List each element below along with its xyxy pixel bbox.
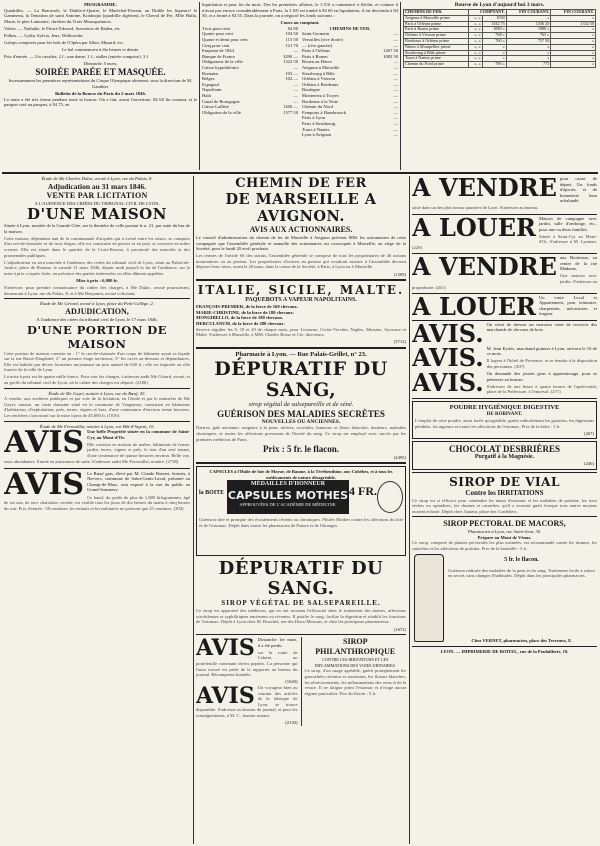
cours-row-value: 104 50 [285, 31, 298, 37]
mise-a-prix: Mise à prix : 6,000 fr. [76, 278, 118, 284]
filler-text: A vendre, aux enchères publiques et par voie de la licitation, en l'étude et par le ministère de Me Gayet, notaire, un vaste domaine situé en la commune de Vaugneray, consistant en bâtiments d'habitation, d'exploitation, prés, terres, vignes et bois, d'une contenance d'environ trente hectares. Les enchères s'ouvriront sur la mise à prix de 45,000 fr. (1016) [4, 396, 190, 418]
bourse-cell: 775 [506, 62, 551, 68]
bourse-column [403, 2, 596, 170]
programme-polkas: Polkas. — Lydia, Sylvia, Jeux, Wolkowski. [4, 32, 84, 38]
section-rule [412, 516, 597, 517]
programme-column [4, 2, 197, 170]
bourse-cell: 1332 50 [551, 21, 596, 27]
cours-row-name: Bordeaux à la Teste [302, 98, 339, 104]
ref-number: (4495) [393, 454, 406, 460]
bourse-cell: » [506, 56, 551, 62]
bourse-cell: Paris à Orléans prime [404, 21, 469, 27]
cours-row-name: Espagnol [202, 81, 220, 87]
filler-text: Les termes de l'article 66 des statuts, l'assemblée générale se compose de tous les propriétaires de 40 actions nominatives ou au porteur. Les propriétaires d'actions au porteur qui voudront assister à l'assemblée devront déposer leurs titres, avant le 20 mars, dans la caisse de la Société, à Paris, à Lyon ou à Marseille. [196, 253, 406, 270]
avis1-text: On vient de dresser un nouveau vient de recevoir des marchands de chevaux de bois. [486, 321, 597, 333]
avis-maison-text: Une belle Propriété située en la commune de Saint-Cyr, au Mont-d'Or. [87, 429, 190, 440]
filler-text: S'adresser, pour prendre connaissance du cahier des charges, à Me Dulac, avoué poursuivant, demeurant à Lyon, rue du Palais, 8, et à Me Benjamin, avoué colicitant. [4, 285, 190, 296]
bourse-header: FIN COURANT. [551, 10, 596, 16]
ref-number: (246) [584, 460, 594, 466]
chocolat-heading: CHOCOLAT DESBRIÈRES [449, 444, 560, 455]
bourse-cell: Tours à Nantes prime [404, 56, 469, 62]
right-classifieds [412, 176, 597, 844]
cours-row-name: Chemin du Nord [302, 104, 333, 110]
ship-4: HERCULANUM, de la force de 280 chevaux. [196, 320, 285, 326]
sirop-pectoral-heading: SIROP PECTORAL DE MACORS, [443, 519, 566, 529]
avis-heading: AVIS [196, 684, 255, 709]
section-rule [4, 388, 190, 389]
cours-row-name: Canal de Bourgogne [202, 98, 240, 104]
section-rule [4, 298, 190, 299]
cours-row-value: — [393, 120, 398, 126]
bourse-cell: » [551, 38, 596, 44]
bourse-cell: 760 » [482, 38, 506, 44]
cours-row-name: Rouen au Havre [302, 59, 332, 65]
vernet-address: Chez VERNET, pharmacien, place des Terreaux, 8. [471, 638, 572, 644]
section-rule [4, 468, 190, 469]
section-rule [412, 398, 597, 399]
cours-row-name: Montereau à Troyes [302, 93, 339, 98]
cours-row-name: Trois pour cent [202, 25, 230, 31]
dune-portion-heading: D'UNE PORTION DE MAISON [26, 322, 168, 351]
filler-text: Une maison avec jardin. S'adresser au propriétaire. (261) [412, 273, 597, 290]
bourse-header: FIN COURANT. [506, 10, 551, 16]
cours-row-name: Tours à Nantes [302, 126, 330, 132]
pectoral-sub: Pharmacien à Lyon, rue Saint-Jean, 30. [467, 529, 542, 535]
ref-number: (5712) [393, 339, 406, 345]
cours-row-value: — [293, 48, 298, 54]
contre-irritations: Contre les IRRITATIONS [465, 488, 544, 497]
bourse-cell: », » [469, 44, 482, 50]
filler-text: Ce sirop est si efficace pour combattre les maux d'estomac et les maladies de poitrine, les toux sèches ou opiniâtres, les rhumes et catarrhes, qu'il a souvent guéri lorsque tous autres moyens avaient échoué. Dépôt chez l'auteur, place des Cordeliers. [412, 497, 597, 514]
bourse-cell: » [551, 27, 596, 33]
bourse-cell: », » [469, 27, 482, 33]
cours-row-value: — [393, 87, 398, 93]
cours-row-name: Emprunt de 1844 [202, 48, 234, 54]
cours-row-value: 1377 50 [283, 109, 298, 115]
bourse-cell: » [551, 56, 596, 62]
cours-row-name: Haïti [202, 93, 212, 98]
filler-text: Ce sirop, d'un usage agréable, guérit promptement les gonorrhées récentes et anciennes, les flueurs blanches, les rétrécissements, les inflammations des reins et de la vessie. Il ne fatigue point l'estomac et n'exige aucun régime particulier. Prix du flacon : 5 fr. [304, 668, 406, 696]
paquebots-heading: PAQUEBOTS A VAPEUR NAPOLITAINS. [245, 297, 357, 304]
cours-row-value: 1200 — [283, 104, 298, 110]
bourse-cell: » [551, 50, 596, 56]
avis-heading: AVIS [4, 470, 85, 502]
bourse-cell: 768 » [482, 33, 506, 39]
capsules-ad [196, 466, 406, 556]
prix-flacon: Prix : 5 fr. le flacon. [263, 443, 339, 454]
cours-row-value: 1267 50 [383, 48, 398, 54]
cours-row-value: — [393, 76, 398, 82]
cours-row-name: Orléans à Vierzon [302, 76, 336, 82]
cours-row-name: Paris à Rouen [302, 53, 328, 59]
avis-actionnaires-text: Le conseil d'administration du chemin de fer de Marseille à Avignon prévient MM. les actionnaires de cette compagnie que l'assemblée générale et annuelle des actionnaires est convoquée à Marseille, au siège de la Société, pour le lundi 20 avril prochain. [196, 235, 406, 252]
cours-row-value: — [393, 81, 398, 87]
column-divider [301, 637, 302, 725]
ref-number: (1209) [393, 271, 406, 277]
bourse-header: CHEMINS DE FER. [404, 10, 469, 16]
bourse-title: Bourse de Lyon d'aujourd'hui 3 mars. [454, 2, 545, 8]
bourse-cell: », » [469, 15, 482, 21]
section-rule [196, 634, 406, 635]
bourse-cell: », » [469, 62, 482, 68]
filler-text: Cette maison, dépendant tant de la communauté d'acquêts qui a existé entre les sieurs, se compose d'un rez-de-chaussée et de trois étages; elle est construite en pierres et en pisé, et couverte en tuiles creuses. Elle est située dans le quartier de la Croix-Rousse, à proximité des marchés et des promenades publiques. [4, 235, 190, 258]
vendre1-text: pour cause de départ. Un fonds d'épicier, et de bonneterie bien achalandé. [559, 176, 597, 204]
chemins-list [302, 31, 398, 137]
bourse-cell: Chemin du Nord prime [404, 62, 469, 68]
ship-3: MONGIBELLO, de la force de 180 chevaux. [196, 315, 284, 321]
bourse-cell: » [551, 15, 596, 21]
ref-number: (1672) [393, 626, 406, 632]
programme-price: Prix d'entrée. — Un cavalier, 2 f.; une dame, 1 f.; stalles (entrée comprise), 3 f. [4, 54, 150, 60]
cours-row-value: — [393, 70, 398, 76]
section-rule [196, 462, 406, 464]
cours-row-name: Orléans à Bordeaux [302, 81, 339, 87]
bourse-cell: 1080 » [506, 27, 551, 33]
filler-text: Un voyageur bien au courant des articles de la fabrique de Lyon, se trouve disponible. S'adresser au bureau du journal, et pour les renseignements, à M. C., bureau restant. [196, 684, 298, 718]
programme-galops: Galops composés pour les bals de l'Opéra par Alber, Musard, etc. [4, 40, 124, 46]
bourse-cell: Nîmes à Montpellier prime [404, 44, 469, 50]
cours-row-name: Obligation de la ville [202, 109, 241, 115]
avis-heading: AVIS. [412, 345, 484, 372]
column-divider [409, 176, 410, 844]
filler-text: L'emploi de cette poudre, aussi facile qu'agréable, guérit radicalement les gastrites, les digestions pénibles, les aigreurs et toutes les affections de l'estomac. Prix de la boîte : 3 fr. [415, 418, 594, 429]
cours-row-value: — [393, 59, 398, 65]
section-rule [412, 320, 597, 321]
bulletin-text: La rente a été très ferme pendant toute la bourse. On a fait, avant l'ouverture, 84 60 fin courant, et le parquet coté au parquet, à 84 75, en [4, 96, 197, 108]
filler-text: La mise à prix est de quatre mille francs. Pour voir les charges, s'adresser audit Me Gérard, avoué, et au greffe du tribunal civil de Lyon, où le cahier des charges est déposé. (2186) [4, 374, 190, 385]
bourse-cell: » [482, 44, 506, 50]
cours-list [202, 26, 298, 138]
cours-row-value: — [293, 65, 298, 71]
cours-column [202, 2, 398, 170]
cours-row-name: Avignon à Marseille [302, 65, 340, 71]
sirop2-heading: SIROP VÉGÉTAL DE SALSEPAREILLE. [221, 599, 381, 608]
filler-text: Service régulier les 9, 19 et 29 de chaque mois, pour Livourne, Civita-Vecchia, Naples, Messine, Syracuse et Malte. S'adresser à Marseille, à MM. Charles Rosse et Cie, directeurs. [196, 326, 406, 338]
cours-row-value: — [393, 37, 398, 43]
column-divider [193, 176, 194, 844]
etude-4: Étude de Me Ferrouillat, notaire à Lyon, rue Bât-d'Argent, 10. [39, 423, 155, 429]
cours-row-value: — [393, 93, 398, 98]
bourse-cell: » [551, 62, 596, 68]
depuratif-heading: DÉPURATIF DU SANG, [214, 357, 388, 401]
vendre-heading: A VENDRE [412, 176, 557, 202]
cinq-fr: 5 fr. le flacon. [504, 556, 539, 563]
bourse-cell: 1332 75 [482, 21, 506, 27]
cours-row-name: Paris à Orléans [302, 48, 330, 54]
cours-row-name: — (rive gauche) [302, 42, 333, 48]
avis-heading: AVIS [196, 637, 255, 662]
bourse-header: COMPTANT. [469, 10, 506, 16]
vendre2-text: aux Brotteaux, au centre de la rue Madame. [559, 255, 597, 272]
programme-valses: Valses. — Nathalie, le Prince Edward, Souvenirs de Baden, etc. [4, 25, 122, 31]
etude-2: Étude de Me Gérard, avoué à Lyon, place du Petit-Collège, 2. [40, 301, 154, 307]
cours-row-value: — [293, 81, 298, 87]
cours-row-name: Romains [202, 70, 219, 76]
soiree-heading: SOIRÉE PARÉE ET MASQUÉE. [35, 66, 166, 77]
ship-1: FRANÇOIS-PREMIER, de la force de 160 chevaux. [196, 304, 298, 310]
bourse-row [404, 62, 596, 68]
vente-sub: A L'AUDIENCE DES CRIÉES DU TRIBUNAL CIVIL DE LYON, [34, 200, 160, 206]
bourse-cell: », » [469, 38, 482, 44]
cours-row-value: 3290 — [283, 53, 298, 59]
bourse-cell: » [506, 44, 551, 50]
cours-row-name: Quatre pour cent [202, 31, 233, 37]
section-rule [196, 347, 406, 349]
bourse-cell: », » [469, 33, 482, 39]
column-divider [199, 2, 200, 170]
cours-row-value: — [393, 98, 398, 104]
bourse-cell: 1336 25 [506, 21, 551, 27]
section-rule [412, 472, 597, 473]
programme-title: PROGRAMME. [84, 2, 117, 7]
medailles-text: MÉDAILLES D'HONNEUR [250, 481, 326, 488]
adjudication-date: Adjudication au 31 mars 1846. [47, 181, 147, 191]
cours-row-name: Banque de France [202, 53, 236, 59]
guerison-heading: GUÉRISON DES MALADIES SECRÈTES [217, 408, 385, 419]
filler-text: Ce bœuf, du poids de plus de 1,800 kilogrammes, âgé de six ans, de race charolaise croisée, est visible tous les jours de dix heures du matin à cinq heures du soir. Prix d'entrée : 50 centimes; les enfants et les militaires ne paieront que 25 centimes. (303) [4, 494, 190, 511]
section-rule [4, 421, 190, 422]
left-classifieds [4, 176, 190, 844]
chemin-de-fer-heading: CHEMIN DE FER [235, 176, 367, 191]
sirop-subtitle: sirop végétal de salsepareille et de séné. [248, 400, 354, 408]
cours-row [302, 132, 398, 138]
quatre-fr: 4 FR. [349, 484, 377, 499]
bourse-cell: 765 » [506, 33, 551, 39]
avis2-text: M. Jean Eyriès, marchand grainier à Lyon, arrivera le 10 de ce mois. [486, 345, 597, 357]
bourse-cell: », » [469, 21, 482, 27]
vente-title: VENTE PAR LICITATION [46, 190, 148, 200]
cours-row-name: Paris à Strasbourg [302, 120, 336, 126]
section-rule [412, 293, 597, 294]
cours-row-value: — [293, 93, 298, 98]
filler-text: Ce sirop est approuvé des médecins, qui en ont reconnu l'efficacité dans le traitement des dartres, affections scrofuleuses et syphilitiques anciennes ou récentes. Il purifie le sang, facilite la digestion et rétablit les fonctions de l'estomac. Dépôt à Lyon chez M. Bouchet, rue des Deux-Maisons, et chez les principaux pharmaciens. [196, 608, 406, 625]
ref-number: (2130) [285, 719, 298, 725]
cours-row-name: Belges [202, 76, 215, 82]
cours-row-name: Lyon à Avignon [302, 132, 332, 138]
cours-row-value: — [393, 115, 398, 121]
sirop-phil-sub: CONTRE LES IRRITATIONS ET LES INFLAMMATIONS DES VOIES URINAIRES. [314, 657, 396, 668]
section-rule [412, 253, 597, 254]
chemins-title: CHEMINS DE FER. [329, 25, 371, 31]
bourse-cell: 1030 [482, 15, 506, 21]
flacon-ad [412, 554, 597, 644]
bourse-cell: » [482, 56, 506, 62]
bourse-cell: » [506, 50, 551, 56]
programme-start: Le bal commencera à dix heures et demie. [61, 47, 140, 53]
louer-heading: A LOUER [412, 294, 536, 319]
poudre-sub: DE ROBIVANT. [486, 412, 523, 418]
filler-text: Guérison radicale des maladies de la peau et du sang. Traitement facile à suivre en secret, sans changer d'habitudes. Dépôt dans les principales pharmacies. [448, 567, 595, 579]
cours-row-value: — [293, 87, 298, 93]
poudre-ad [412, 401, 597, 439]
avis-actionnaires-heading: AVIS AUX ACTIONNAIRES. [249, 225, 353, 234]
capsules-mothes-text: CAPSULES MOTHES [227, 489, 349, 503]
vendre-heading: A VENDRE [412, 255, 557, 282]
louer1-text: Maison de campagne avec jardin, salle d'ombrage, etc., pour une ou deux familles. [538, 215, 597, 232]
nouvelles-heading: NOUVELLES OU ANCIENNES. [261, 418, 341, 425]
bourse-cell: » [551, 33, 596, 39]
dimanche-perdu: Dimanche 1er mars, il a été perdu [257, 637, 298, 648]
cours-row-value: — [393, 126, 398, 132]
bourse-cell: », » [469, 56, 482, 62]
cours-row-name: Caisse hypothécaire [202, 65, 239, 71]
filler-text: Il logera à l'hôtel de Provence, et se tiendra à la disposition des personnes. (307) [486, 358, 597, 369]
bourse-cell: Avignon à Marseille prime [404, 15, 469, 21]
approuvees-text: APPROUVÉES DE L'ACADÉMIE DE MÉDECINE. [239, 502, 337, 508]
sirop-vial-heading: SIROP DE VIAL [449, 474, 560, 489]
bourse-cell: Bordeaux à Orléans prime [404, 38, 469, 44]
filler-text: Guérison sûre et prompte des écoulements récents ou chroniques. Pilules Mothes contre les affections du foie et de l'estomac. Dépôt dans toutes les pharmacies de France et de l'étranger. [199, 517, 403, 528]
capsules-head: CAPSULES à l'Huile de foie de Morue, de Baume, à la Térébenthine, aux Cubèbes, et à tous les médicaments de nature désagréable. [209, 469, 393, 480]
cirque-text: Incessamment les premières représentations du Cirque Olympique alternent, sous la direction de M. Gauthier. [8, 77, 193, 89]
sirop-phil-heading: SIROP PHILANTHROPIQUE [315, 637, 396, 657]
cours-row-value: — [393, 109, 398, 115]
cours-row-name: Paris à Lyon [302, 115, 325, 121]
purgatif-heading: Purgatif à la Magnésie. [474, 454, 535, 461]
bulletin-title: Bulletin de la Bourse du Paris du 2 mars 1846. [55, 91, 146, 97]
cours-row-value: 102 — [285, 76, 298, 82]
cours-row-name: Fampoux à Hazebrouck [302, 109, 346, 115]
cours-row-name: Caisse Laffitte [202, 104, 229, 110]
column-divider [400, 2, 401, 170]
louer-heading: A LOUER [412, 215, 536, 242]
cours-row-name: Versailles (rive droite) [302, 37, 344, 43]
section-rule [412, 646, 597, 647]
cours-row-name: Saint-Germain [302, 31, 330, 37]
cours-row-value: — [293, 98, 298, 104]
capsules-banner [227, 480, 349, 514]
ship-2: MARIE-CHRISTINE, de la force de 180 chevaux. [196, 309, 294, 315]
bourse-cell: », » [469, 50, 482, 56]
chocolat-ad [412, 441, 597, 469]
ref-number: (1620) [285, 679, 298, 685]
programme-text: Quadrilles. — La Barcarole, le Diable-à-Quatre, le Maréchal-Ferrant, au Diable les liqueurs! le Gamineau, la Tentation de saint Antoine, Kradoujia (quadrille algérien), le Cheval de Fer, Mlle Hulla, Marie, le père Lamontre, chrétien du Trois-Mousquetaires. [4, 7, 197, 24]
louer2-text: Un vaste Local et Appartement, pour teinturier, charpentier, mécanicien et forgeur. [538, 294, 597, 317]
cours-row-value: 121 70 [285, 42, 298, 48]
bourse-cell: » [551, 44, 596, 50]
cours-title: Cours au comptant. [280, 20, 320, 26]
center-classifieds [196, 176, 406, 844]
top-rule [2, 172, 598, 174]
filler-text: Cette portion de maison consiste en : 1° le rez-de-chaussée d'un corps de bâtiment ayant sa façade sur la rue Basse-Dauphiné; 2° un premier étage au-dessus; 3° les caves au-dessous et dépendances. Elle est habitée par divers locataires moyennant un prix annuel de 620 fr.; elle est imposée au rôle foncier de la ville de Lyon. [4, 350, 190, 373]
avis-boeuf-text: Le Bœuf gras, élevé par M. Claude Bonnet, fermier, à Nervers, commune de Saint-Genis-Laval, présenté au Champ-de-Mars, sera exposé à la vue du public au Grand-Sommery. [87, 470, 190, 493]
etude-3: Étude de Me Gayet, notaire à Lyon, rue du Bœuf, 43. [48, 390, 146, 396]
poudre-heading: POUDRE HYGIÉNIQUE DIGESTIVE [449, 404, 560, 412]
adjudication-2: ADJUDICATION, [65, 306, 129, 316]
bourse-cell: 757 50 [506, 38, 551, 44]
cours-row-value: — [393, 65, 398, 71]
bourse-cell: » [506, 15, 551, 21]
section-rule [196, 279, 406, 281]
ref-number: (267) [584, 430, 594, 436]
cours-row-name: Quatre et demi pour cent [202, 37, 248, 43]
section-rule [412, 214, 597, 215]
cours-row-name: Obligations de la ville [202, 59, 243, 65]
bourse-cell: Strasbourg à Bâle prime [404, 50, 469, 56]
cours-row [202, 110, 298, 116]
bourse-cell: Paris à Rouen prime [404, 27, 469, 33]
bourse-cell: Orléans à Vierzon prime [404, 33, 469, 39]
pharmacie-heading: Pharmacie à Lyon. — Rue Palais-Grillet, n° 23. [235, 350, 367, 358]
pectoral-prix: Prépare au Mont de Vénus. [477, 534, 532, 540]
cours-row-value: 113 50 [285, 37, 298, 43]
bourse-cell: 780 » [482, 62, 506, 68]
filler-text: L'adjudication en sera tranchée à l'audience des criées du tribunal civil de Lyon, séant au Palais-de-Justice, place de Roanne, le samedi 31 mars 1846, depuis midi jusqu'à la fin de l'audience, sur la mise à prix ci-après fixée, en présence des parties intéressées ou elles dûment appelées. [4, 259, 190, 276]
avis-heading: AVIS. [412, 321, 484, 346]
cours-row-value: — [393, 104, 398, 110]
bourse-table [403, 9, 596, 68]
cours-row-name: Boulogne [302, 87, 320, 93]
italie-heading: ITALIE, SICILE, MALTE. [197, 283, 405, 298]
cours-row-name: Strasbourg à Bâle [302, 70, 335, 76]
filler-text: S'adresser de une heure à quatre heures de l'après-midi, place de la Préfecture, à l'entresol. (271) [486, 383, 597, 395]
cours-row-value: 1322 50 [283, 59, 298, 65]
cours-row-name: Cinq pour cent [202, 42, 230, 48]
cours-row-value: 84 80 [287, 25, 298, 31]
bourse-cell: 1080 » [482, 27, 506, 33]
boite-label: la BOITE [199, 490, 225, 497]
avis3-text: On demande des jeunes gens à apprentissage, pour se présenter au bureau. [486, 371, 597, 382]
filler-text: Ce sirop, composé de plantes pectorales les plus estimées, est recommandé contre les rhumes, les catarrhes et les affections de poitrine. Prix de la bouteille : 5 fr. [412, 540, 597, 552]
bourse-cell: » [482, 50, 506, 56]
cours-row-value: 1082 50 [383, 53, 398, 59]
cours-row-name: Napolitain [202, 87, 222, 93]
filler-text: sur la route de Caluire, un portefeuille contenant divers papiers. La personne qui l'aura trouvé est priée de le rapporter au bureau du journal. Récompense honnête. [196, 649, 298, 678]
avis-heading: AVIS [4, 429, 85, 461]
liquidation-text: liquidation et pour fin du mois. Des les premières affaires, le 3 0/0 a commencé à fléchir, et comme il n'avait pas encore considérablement à Paris, la 3 0/0 est tombé à 84 60 en liquidation, il est descendu à 84 50, et a fermé à 84 55. Dans la journée, on a négocié les fonds suivants : [202, 2, 398, 19]
seal-stamp-icon [377, 481, 403, 513]
filler-text: Dartres, gale ancienne, rougeurs à la peau, ulcères, scrofules, humeurs et fleurs blanches, douleurs, maladies chroniques, et toutes les affections provenant de l'âcreté du sang. Ce sirop est employé avec succès par les premiers médecins de Paris. [196, 425, 406, 442]
cours-row-value: — [393, 132, 398, 138]
cours-row-value: — [393, 42, 398, 48]
cours-row-value: 103 — [285, 70, 298, 76]
depuratif2-heading: DÉPURATIF DU SANG. [218, 558, 384, 600]
filler-text: Elle consiste en maison de maître, bâtiments de ferme, jardin, terres, vignes et prés, le tout d'un seul tenant, d'une contenance de quinze hectares environ. Belle vue, eaux abondantes. Entrée en jouissance de suite. S'adresser audit Me Ferrouillat, notaire. (2738) [4, 441, 190, 464]
filler-text: situé dans un des plus beaux quartiers de Lyon. S'adresser au bureau. [412, 205, 539, 211]
adj2-text: A l'audience des criées du tribunal civil de Lyon, le 17 mars 1846, [36, 316, 158, 322]
marseille-heading: DE MARSEILLE A AVIGNON. [225, 191, 377, 225]
dune-maison-heading: D'UNE MAISON [27, 205, 167, 224]
cours-row-value: — [393, 31, 398, 37]
avis-heading: AVIS. [412, 371, 484, 397]
filler-text: Située à Saint-Cyr au Mont-d'Or. S'adresser à M. Lyonnet. (229) [412, 233, 597, 251]
maison-text: Située à Lyon, montée de la Grande-Côte, sur la dernière de celle portant le n. 21, par suite du bas de la maison. [4, 223, 190, 234]
etude-1: Étude de Me Charles Dulac, avoué à Lyon, rue du Palais, 8. [41, 176, 153, 181]
bottle-icon [414, 554, 444, 642]
dimanche-label: Dimanche 5 mars, [83, 61, 118, 67]
imprimerie-footer: LYON. — IMPRIMERIE DE BOITEL, rue de la Poulaillerie, 19. [440, 648, 569, 654]
